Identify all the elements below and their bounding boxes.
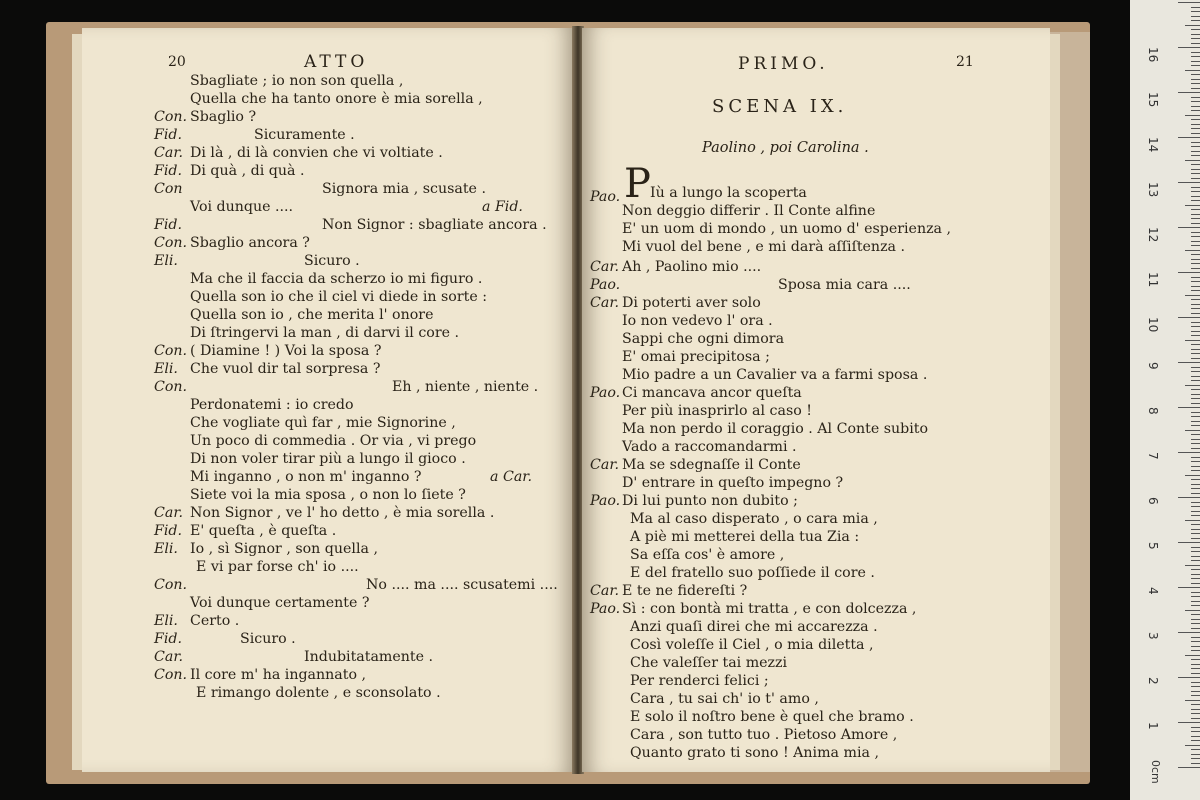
ruler-tick <box>1191 448 1200 449</box>
ruler-tick <box>1191 619 1200 620</box>
ruler-tick <box>1191 367 1200 368</box>
ruler-tick <box>1191 434 1200 435</box>
ruler-tick <box>1191 223 1200 224</box>
ruler-tick <box>1191 763 1200 764</box>
ruler-tick <box>1191 236 1200 237</box>
ruler-tick <box>1191 56 1200 57</box>
ruler-tick <box>1191 682 1200 683</box>
ruler-tick <box>1178 362 1200 363</box>
speaker-label: Con. <box>154 577 188 593</box>
verse-line: No .... ma .... scusatemi .... <box>366 577 558 593</box>
verse-line: Non Signor : sbagliate ancora . <box>322 217 547 233</box>
ruler-tick <box>1191 218 1200 219</box>
ruler-tick <box>1191 281 1200 282</box>
ruler-label: 6 <box>1146 497 1160 505</box>
ruler-tick <box>1191 259 1200 260</box>
speaker-label: Con. <box>154 109 188 125</box>
ruler-tick <box>1191 740 1200 741</box>
verse-line: E vi par forse ch' io .... <box>196 559 359 575</box>
verse-line: Cara , son tutto tuo . Pietoso Amore , <box>630 727 898 743</box>
ruler-tick <box>1191 52 1200 53</box>
ruler-tick <box>1191 124 1200 125</box>
ruler-tick <box>1191 704 1200 705</box>
ruler-tick <box>1191 151 1200 152</box>
ruler-tick <box>1191 479 1200 480</box>
ruler-tick <box>1191 578 1200 579</box>
drop-cap: P <box>624 161 651 207</box>
ruler-tick <box>1191 349 1200 350</box>
speaker-label: Fid. <box>154 217 182 233</box>
ruler-tick <box>1191 533 1200 534</box>
ruler-tick <box>1191 371 1200 372</box>
ruler-tick <box>1191 97 1200 98</box>
verse-line: Iù a lungo la scoperta <box>650 185 807 201</box>
page-header: ATTO <box>304 52 369 72</box>
speaker-label: Pao. <box>590 277 621 293</box>
ruler-tick <box>1191 146 1200 147</box>
ruler-tick <box>1191 749 1200 750</box>
ruler-tick <box>1178 272 1200 273</box>
speaker-label: Car. <box>154 505 184 521</box>
ruler-tick <box>1191 376 1200 377</box>
speaker-label: Fid. <box>154 523 182 539</box>
ruler-tick <box>1191 457 1200 458</box>
ruler-tick <box>1191 65 1200 66</box>
verse-line: Per più inasprirlo al caso ! <box>622 403 812 419</box>
speaker-label: Con. <box>154 667 188 683</box>
ruler-tick <box>1191 245 1200 246</box>
ruler-tick <box>1191 583 1200 584</box>
verse-line: Ma al caso disperato , o cara mia , <box>630 511 878 527</box>
ruler-tick <box>1191 718 1200 719</box>
speaker-label: Pao. <box>590 493 621 509</box>
ruler-tick <box>1191 484 1200 485</box>
ruler-tick <box>1185 475 1200 476</box>
verse-line: Che vogliate quì far , mie Signorine , <box>190 415 456 431</box>
ruler-tick <box>1185 115 1200 116</box>
ruler-tick <box>1191 574 1200 575</box>
verse-line: Quanto grato ti sono ! Anima mia , <box>630 745 879 761</box>
ruler-tick <box>1191 529 1200 530</box>
ruler-tick <box>1191 686 1200 687</box>
ruler-tick <box>1185 520 1200 521</box>
ruler-label: 2 <box>1146 677 1160 685</box>
speaker-label: Eli. <box>154 361 178 377</box>
ruler-tick <box>1191 511 1200 512</box>
verse-line: Così voleſſe il Ciel , o mia diletta , <box>630 637 874 653</box>
ruler-unit-label: 0cm <box>1149 760 1162 784</box>
ruler-label: 5 <box>1146 542 1160 550</box>
ruler-tick <box>1178 542 1200 543</box>
ruler-tick <box>1191 596 1200 597</box>
ruler-tick <box>1191 461 1200 462</box>
ruler-tick <box>1191 502 1200 503</box>
ruler-label: 10 <box>1146 317 1160 333</box>
ruler-tick <box>1191 731 1200 732</box>
ruler-tick <box>1191 556 1200 557</box>
ruler-tick <box>1191 425 1200 426</box>
ruler-tick <box>1191 169 1200 170</box>
ruler-tick <box>1185 700 1200 701</box>
left-page <box>82 28 574 772</box>
verse-line: E' queſta , è queſta . <box>190 523 337 539</box>
ruler-label: 14 <box>1146 137 1160 153</box>
verse-line: Sicuro . <box>304 253 360 269</box>
ruler-tick <box>1191 358 1200 359</box>
stage-direction: a Fid. <box>482 199 523 215</box>
ruler-tick <box>1191 659 1200 660</box>
ruler-tick <box>1185 340 1200 341</box>
verse-line: Siete voi la mia sposa , o non lo ſiete ? <box>190 487 466 503</box>
ruler-tick <box>1191 88 1200 89</box>
ruler-tick <box>1185 655 1200 656</box>
speaker-label: Pao. <box>590 189 621 205</box>
speaker-label: Fid. <box>154 631 182 647</box>
ruler-tick <box>1185 565 1200 566</box>
ruler-tick <box>1191 403 1200 404</box>
ruler-tick <box>1191 290 1200 291</box>
ruler-tick <box>1191 412 1200 413</box>
verse-line: Ma se sdegnaſſe il Conte <box>622 457 801 473</box>
verse-line: Di poterti aver solo <box>622 295 761 311</box>
ruler-tick <box>1178 632 1200 633</box>
ruler-tick <box>1178 767 1200 768</box>
ruler-tick <box>1191 331 1200 332</box>
ruler-tick <box>1191 668 1200 669</box>
verse-line: E del fratello suo poſſiede il core . <box>630 565 875 581</box>
verse-line: Che vuol dir tal sorpresa ? <box>190 361 381 377</box>
speaker-label: Car. <box>590 259 620 275</box>
verse-line: Ma che il faccia da scherzo io mi figuro . <box>190 271 483 287</box>
ruler-tick <box>1191 7 1200 8</box>
verse-line: Quella son io che il ciel vi diede in sorte : <box>190 289 488 305</box>
ruler-tick <box>1191 547 1200 548</box>
page-header: PRIMO. <box>738 54 829 74</box>
ruler-tick <box>1191 394 1200 395</box>
verse-line: Quella son io , che merita l' onore <box>190 307 434 323</box>
ruler-tick <box>1191 713 1200 714</box>
ruler-tick <box>1185 385 1200 386</box>
verse-line: Voi dunque .... <box>190 199 294 215</box>
verse-line: Sì : con bontà mi tratta , e con dolcezza , <box>622 601 917 617</box>
ruler-tick <box>1178 452 1200 453</box>
ruler-tick <box>1191 758 1200 759</box>
ruler-tick <box>1191 326 1200 327</box>
ruler-tick <box>1191 214 1200 215</box>
verse-line: Di quà , di quà . <box>190 163 305 179</box>
verse-line: Di lui punto non dubito ; <box>622 493 798 509</box>
verse-line: Di ſtringervi la man , di darvi il core . <box>190 325 460 341</box>
verse-line: E' un uom di mondo , un uomo d' esperienza , <box>622 221 952 237</box>
verse-line: Vado a raccomandarmi . <box>622 439 797 455</box>
speaker-label: Fid. <box>154 127 182 143</box>
ruler-tick <box>1191 691 1200 692</box>
ruler-tick <box>1185 70 1200 71</box>
ruler-tick <box>1191 524 1200 525</box>
ruler-label: 4 <box>1146 587 1160 595</box>
verse-line: E te ne fidereſti ? <box>622 583 748 599</box>
verse-line: Non deggio differir . Il Conte alfine <box>622 203 876 219</box>
ruler-tick <box>1191 38 1200 39</box>
verse-line: Perdonatemi : io credo <box>190 397 354 413</box>
ruler-tick <box>1191 29 1200 30</box>
ruler-tick <box>1191 506 1200 507</box>
ruler-tick <box>1191 241 1200 242</box>
ruler-tick <box>1191 299 1200 300</box>
verse-line: Mi vuol del bene , e mi darà aſſiſtenza . <box>622 239 906 255</box>
ruler-tick <box>1191 646 1200 647</box>
ruler-tick <box>1191 232 1200 233</box>
ruler-label: 11 <box>1146 272 1160 288</box>
speaker-label: Pao. <box>590 601 621 617</box>
ruler-tick <box>1191 650 1200 651</box>
verse-line: Certo . <box>190 613 240 629</box>
ruler-tick <box>1191 119 1200 120</box>
ruler-tick <box>1191 538 1200 539</box>
page-number: 20 <box>168 54 186 70</box>
ruler-label: 3 <box>1146 632 1160 640</box>
verse-line: Sbagliate ; io non son quella , <box>190 73 404 89</box>
ruler-tick <box>1191 614 1200 615</box>
ruler-tick <box>1191 308 1200 309</box>
ruler-tick <box>1191 83 1200 84</box>
ruler-tick <box>1191 601 1200 602</box>
speaker-label: Fid. <box>154 163 182 179</box>
ruler-tick <box>1191 106 1200 107</box>
ruler-tick <box>1185 295 1200 296</box>
speaker-label: Eli. <box>154 253 178 269</box>
speaker-label: Car. <box>590 295 620 311</box>
ruler-tick <box>1191 664 1200 665</box>
ruler-tick <box>1191 61 1200 62</box>
stage-direction: a Car. <box>490 469 533 485</box>
verse-line: Un poco di commedia . Or via , vi prego <box>190 433 477 449</box>
ruler-label: 7 <box>1146 452 1160 460</box>
ruler-tick <box>1191 196 1200 197</box>
speaker-label: Con. <box>154 235 188 251</box>
ruler-tick <box>1191 380 1200 381</box>
right-page <box>582 28 1050 772</box>
ruler-tick <box>1191 187 1200 188</box>
ruler-tick <box>1185 160 1200 161</box>
ruler-tick <box>1191 551 1200 552</box>
ruler-tick <box>1191 470 1200 471</box>
ruler-tick <box>1191 101 1200 102</box>
ruler-tick <box>1191 443 1200 444</box>
ruler-tick <box>1191 515 1200 516</box>
ruler-tick <box>1191 79 1200 80</box>
verse-line: Eh , niente , niente . <box>392 379 539 395</box>
ruler-tick <box>1185 745 1200 746</box>
ruler-tick <box>1191 110 1200 111</box>
ruler-tick <box>1178 407 1200 408</box>
ruler-tick <box>1191 344 1200 345</box>
ruler-tick <box>1191 43 1200 44</box>
verse-line: A piè mi metterei della tua Zia : <box>630 529 860 545</box>
verse-line: Mi inganno , o non m' inganno ? <box>190 469 422 485</box>
scene-title: SCENA IX. <box>712 96 848 117</box>
verse-line: Sicuro . <box>240 631 296 647</box>
ruler-tick <box>1178 137 1200 138</box>
verse-line: Voi dunque certamente ? <box>190 595 370 611</box>
verse-line: Mio padre a un Cavalier va a farmi sposa . <box>622 367 928 383</box>
ruler-tick <box>1191 398 1200 399</box>
verse-line: Il core m' ha ingannato , <box>190 667 367 683</box>
ruler-tick <box>1191 142 1200 143</box>
verse-line: E solo il noſtro bene è quel che bramo . <box>630 709 914 725</box>
verse-line: Io , sì Signor , son quella , <box>190 541 378 557</box>
ruler-tick <box>1185 610 1200 611</box>
ruler-tick <box>1191 416 1200 417</box>
ruler-tick <box>1191 389 1200 390</box>
verse-line: Sbaglio ancora ? <box>190 235 310 251</box>
ruler-tick <box>1178 497 1200 498</box>
ruler-tick <box>1191 421 1200 422</box>
verse-line: Signora mia , scusate . <box>322 181 486 197</box>
ruler-label: 1 <box>1146 722 1160 730</box>
ruler-tick <box>1178 92 1200 93</box>
ruler-tick <box>1191 695 1200 696</box>
ruler-tick <box>1191 709 1200 710</box>
speaker-label: Car. <box>154 649 184 665</box>
ruler-tick <box>1191 736 1200 737</box>
ruler-tick <box>1191 754 1200 755</box>
ruler-tick <box>1191 641 1200 642</box>
verse-line: Sposa mia cara .... <box>778 277 911 293</box>
ruler-tick <box>1191 569 1200 570</box>
ruler-tick <box>1178 587 1200 588</box>
ruler-tick <box>1178 182 1200 183</box>
ruler-tick <box>1185 25 1200 26</box>
ruler-tick <box>1191 268 1200 269</box>
ruler-tick <box>1191 178 1200 179</box>
ruler-tick <box>1191 209 1200 210</box>
ruler-tick <box>1191 155 1200 156</box>
verse-line: Sicuramente . <box>254 127 355 143</box>
ruler-tick <box>1191 322 1200 323</box>
ruler-tick <box>1191 133 1200 134</box>
verse-line: Cara , tu sai ch' io t' amo , <box>630 691 819 707</box>
ruler-tick <box>1191 313 1200 314</box>
ruler-tick <box>1191 637 1200 638</box>
verse-line: ( Diamine ! ) Voi la sposa ? <box>190 343 382 359</box>
speaker-label: Eli. <box>154 541 178 557</box>
verse-line: Sa eſſa cos' è amore , <box>630 547 785 563</box>
ruler-tick <box>1178 227 1200 228</box>
page-number: 21 <box>956 54 974 70</box>
speaker-label: Car. <box>590 457 620 473</box>
verse-line: Sappi che ogni dimora <box>622 331 785 347</box>
scene-subtitle: Paolino , poi Carolina . <box>702 140 869 156</box>
verse-line: Indubitatamente . <box>304 649 434 665</box>
measuring-ruler <box>1130 0 1200 800</box>
verse-line: Ci mancava ancor queſta <box>622 385 802 401</box>
ruler-label: 12 <box>1146 227 1160 243</box>
ruler-tick <box>1191 16 1200 17</box>
speaker-label: Pao. <box>590 385 621 401</box>
verse-line: Io non vedevo l' ora . <box>622 313 773 329</box>
ruler-tick <box>1191 592 1200 593</box>
ruler-tick <box>1185 430 1200 431</box>
ruler-tick <box>1191 254 1200 255</box>
ruler-label: 16 <box>1146 47 1160 63</box>
ruler-tick <box>1191 173 1200 174</box>
verse-line: Di là , di là convien che vi voltiate . <box>190 145 443 161</box>
ruler-tick <box>1191 286 1200 287</box>
ruler-tick <box>1178 677 1200 678</box>
ruler-tick <box>1191 34 1200 35</box>
verse-line: Ma non perdo il coraggio . Al Conte subito <box>622 421 929 437</box>
ruler-tick <box>1191 560 1200 561</box>
speaker-label: Con. <box>154 379 188 395</box>
ruler-tick <box>1185 205 1200 206</box>
ruler-tick <box>1191 727 1200 728</box>
ruler-tick <box>1191 628 1200 629</box>
verse-line: Ah , Paolino mio .... <box>622 259 762 275</box>
ruler-tick <box>1191 493 1200 494</box>
verse-line: Per renderci felici ; <box>630 673 769 689</box>
ruler-tick <box>1191 263 1200 264</box>
ruler-tick <box>1191 353 1200 354</box>
ruler-label: 13 <box>1146 182 1160 198</box>
speaker-label: Con. <box>154 343 188 359</box>
ruler-tick <box>1178 47 1200 48</box>
ruler-label: 9 <box>1146 362 1160 370</box>
ruler-tick <box>1191 128 1200 129</box>
ruler-tick <box>1191 605 1200 606</box>
ruler-tick <box>1191 439 1200 440</box>
speaker-label: Car. <box>154 145 184 161</box>
verse-line: Che valeſſer tai mezzi <box>630 655 788 671</box>
verse-line: Non Signor , ve l' ho detto , è mia sorella . <box>190 505 495 521</box>
verse-line: Quella che ha tanto onore è mia sorella , <box>190 91 483 107</box>
page-edge-left <box>72 34 82 770</box>
speaker-label: Eli. <box>154 613 178 629</box>
ruler-tick <box>1191 191 1200 192</box>
ruler-label: 8 <box>1146 407 1160 415</box>
ruler-tick <box>1191 488 1200 489</box>
ruler-tick <box>1185 250 1200 251</box>
ruler-tick <box>1178 317 1200 318</box>
ruler-tick <box>1191 20 1200 21</box>
speaker-label: Con <box>154 181 183 197</box>
ruler-tick <box>1191 164 1200 165</box>
ruler-label: 15 <box>1146 92 1160 108</box>
ruler-tick <box>1191 673 1200 674</box>
verse-line: E rimango dolente , e sconsolato . <box>196 685 441 701</box>
ruler-tick <box>1191 466 1200 467</box>
ruler-tick <box>1178 722 1200 723</box>
ruler-tick <box>1191 304 1200 305</box>
ruler-tick <box>1191 200 1200 201</box>
ruler-tick <box>1178 2 1200 3</box>
verse-line: D' entrare in queſto impegno ? <box>622 475 844 491</box>
verse-line: Sbaglio ? <box>190 109 257 125</box>
page-edge-right <box>1050 34 1060 770</box>
ruler-tick <box>1191 11 1200 12</box>
ruler-tick <box>1191 74 1200 75</box>
ruler-tick <box>1191 623 1200 624</box>
ruler-tick <box>1191 277 1200 278</box>
speaker-label: Car. <box>590 583 620 599</box>
ruler-tick <box>1191 335 1200 336</box>
verse-line: Di non voler tirar più a lungo il gioco . <box>190 451 466 467</box>
verse-line: Anzi quaſi direi che mi accarezza . <box>630 619 878 635</box>
verse-line: E' omai precipitosa ; <box>622 349 770 365</box>
